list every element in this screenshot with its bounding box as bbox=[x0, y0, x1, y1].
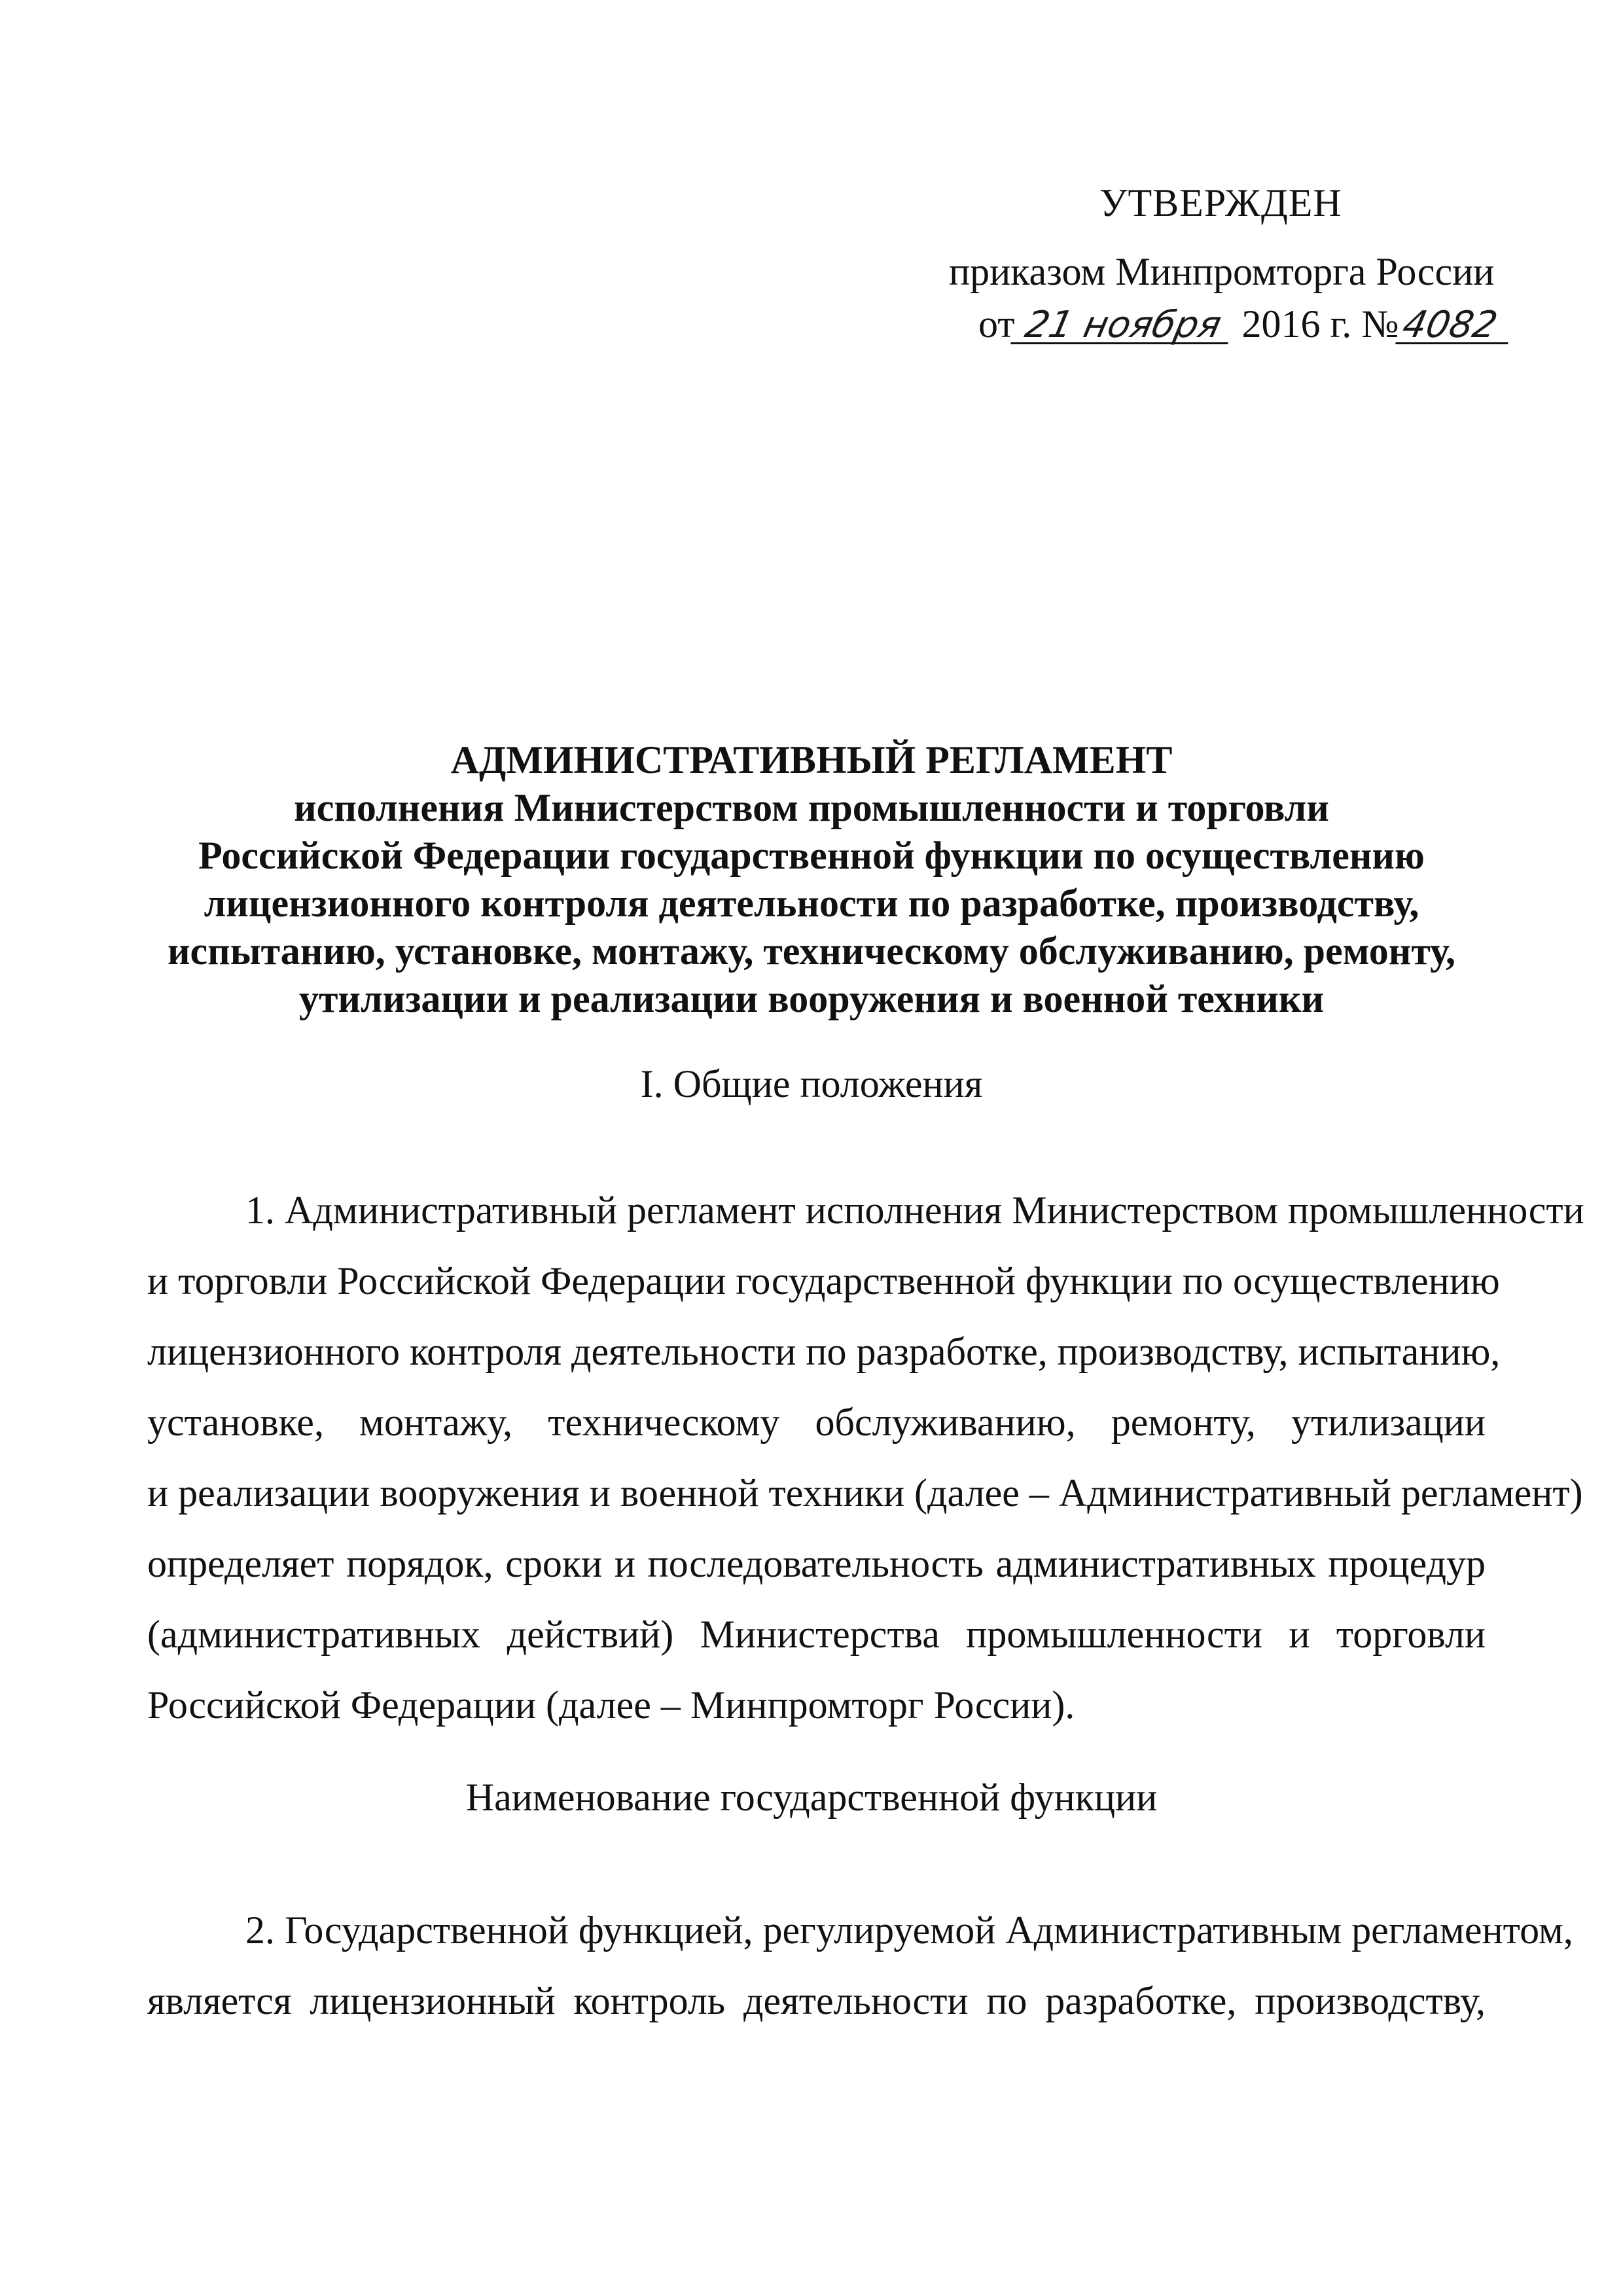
paragraph-line: определяет порядок, сроки и последовательность административных процедур bbox=[147, 1542, 1486, 1585]
document-title bbox=[157, 736, 1466, 1023]
title-line: АДМИНИСТРАТИВНЫЙ РЕГЛАМЕНТ bbox=[450, 738, 1173, 781]
approval-title: УТВЕРЖДЕН bbox=[1099, 181, 1342, 224]
title-line: испытанию, установке, монтажу, техническому обслуживанию, ремонту, bbox=[167, 929, 1456, 973]
title-line: исполнения Министерством промышленности и торговли bbox=[294, 786, 1329, 829]
approval-order-line: приказом Минпромторга России bbox=[949, 250, 1495, 293]
title-line: лицензионного контроля деятельности по разработке, производству, bbox=[204, 882, 1419, 925]
section-heading-function-name: Наименование государственной функции bbox=[465, 1776, 1158, 1819]
approval-date-line bbox=[978, 304, 1512, 344]
paragraph-line: и торговли Российской Федерации государственной функции по осуществлению bbox=[147, 1259, 1500, 1302]
paragraph-line: (административных действий) Министерства промышленности и торговли bbox=[147, 1613, 1486, 1656]
paragraph-line: является лицензионный контроль деятельности по разработке, производству, bbox=[147, 1979, 1486, 2022]
year-text: 2016 г. № bbox=[1241, 302, 1399, 346]
paragraph-line: лицензионного контроля деятельности по разработке, производству, испытанию, bbox=[147, 1330, 1501, 1373]
handwritten-order-number: 4082 bbox=[1395, 308, 1516, 344]
date-prefix: от bbox=[978, 302, 1015, 346]
paragraph-2 bbox=[147, 1895, 1573, 2036]
title-line: Российской Федерации государственной функции по осуществлению bbox=[198, 834, 1425, 877]
paragraph-line: 1. Административный регламент исполнения Министерством промышленности bbox=[245, 1189, 1584, 1232]
title-line: утилизации и реализации вооружения и военной техники bbox=[298, 977, 1325, 1020]
paragraph-1 bbox=[147, 1175, 1584, 1740]
paragraph-line: Российской Федерации (далее – Минпромторг России). bbox=[147, 1683, 1075, 1727]
handwritten-date: 21 ноября bbox=[1010, 308, 1236, 344]
paragraph-line: 2. Государственной функцией, регулируемой Административным регламентом, bbox=[245, 1909, 1573, 1952]
section-heading-general: I. Общие положения bbox=[640, 1062, 983, 1105]
paragraph-line: установке, монтажу, техническому обслуживанию, ремонту, утилизации bbox=[147, 1401, 1486, 1444]
paragraph-line: и реализации вооружения и военной техники (далее – Административный регламент) bbox=[147, 1471, 1583, 1515]
